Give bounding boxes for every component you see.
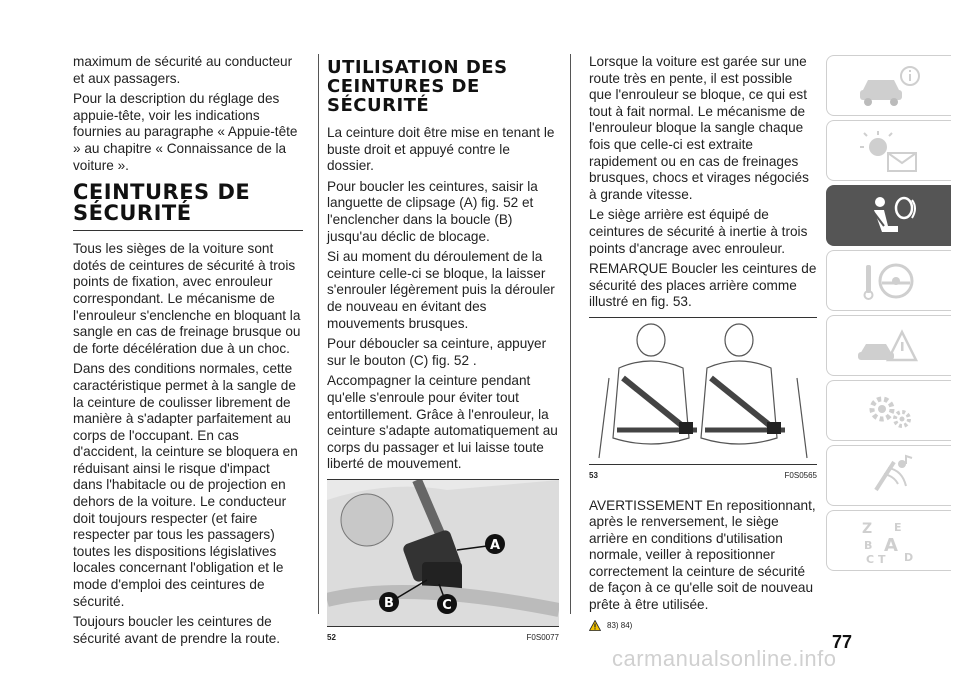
tab-safety[interactable] xyxy=(826,185,951,246)
emergency-car-icon xyxy=(854,322,924,370)
index-letter-e: E xyxy=(894,520,902,534)
col3-paragraph-2: Le siège arrière est équipé de ceintures de sécurité à inertie à trois points d'ancrage avec enrouleur. xyxy=(589,207,808,256)
column-2 xyxy=(327,54,559,649)
ceintures-paragraph-3: Toujours boucler les ceintures de sécurité avant de prendre la route. xyxy=(73,614,281,646)
section-heading-ceintures: CEINTURES DE SÉCURITÉ xyxy=(73,182,303,231)
ceintures-paragraph-1: Tous les sièges de la voiture sont dotés de ceintures de sécurité à trois points de fixation, avec enrouleur correspondant. Le mécanisme de l'enrouleur s'enclenche en bloquant la sangle en cas de freinage brusque ou de forte décélération due à un choc. xyxy=(73,241,301,356)
multimedia-icon xyxy=(854,452,924,500)
callout-c-label: C xyxy=(442,597,452,613)
col3-paragraph-1: Lorsque la voiture est garée sur une route très en pente, il est possible que l'enrouleur se bloque, ce qui est tout à fait normal. Le mécanisme de l'enrouleur bloque la sangle chaque fois que celle-ci est extraite rapidement ou en cas de freinages brusques, chocs et virages négociés à grande vitesse. xyxy=(589,54,809,202)
index-letter-a: A xyxy=(884,534,898,556)
index-letter-c: C xyxy=(866,552,875,565)
safety-seat-airbag-icon xyxy=(854,192,924,240)
chapter-tab-sidebar xyxy=(826,55,951,575)
tab-car-info[interactable] xyxy=(826,55,951,116)
watermark: carmanualsonline.info xyxy=(612,646,837,671)
warning-lights-icon xyxy=(854,127,924,175)
index-letter-b: B xyxy=(864,538,873,552)
intro-paragraph-2: Pour la description du réglage des appuie-tête, voir les indications fournies au paragraphe « Appuie-tête » au chapitre « Connaissance de la voiture ». xyxy=(73,91,298,173)
seatbelt-buckle-illustration xyxy=(327,480,559,626)
rear-seatbelts-illustration xyxy=(589,318,817,464)
maintenance-gears-icon xyxy=(854,387,924,435)
figure-53-caption xyxy=(589,465,817,488)
index-letters-icon xyxy=(854,517,924,565)
column-1 xyxy=(73,54,303,651)
tab-emergency[interactable] xyxy=(826,315,951,376)
figure-52-code: F0S0077 xyxy=(526,632,559,642)
figure-52-number: 52 xyxy=(327,632,336,642)
utilisation-paragraph-2: Pour boucler les ceintures, saisir la languette de clipsage (A) fig. 52 et l'enclencher dans la boucle (B) jusqu'au déclic de blocage. xyxy=(327,178,538,244)
car-info-icon xyxy=(854,62,924,110)
figure-53-number: 53 xyxy=(589,470,598,480)
figure-52-caption xyxy=(327,627,559,650)
column-divider-2 xyxy=(570,54,571,614)
warning-triangle-icon xyxy=(589,620,601,631)
col3-paragraph-3: REMARQUE Boucler les ceintures de sécurité des places arrière comme illustré en fig. 53. xyxy=(589,261,817,310)
callout-a-label: A xyxy=(489,537,501,553)
col3-warning-paragraph: AVERTISSEMENT En repositionnant, après le renversement, le siège arrière en conditions d'utilisation normale, veiller à repositionner correctement la ceinture de sécurité de façon à ce qu'elle soit de nouveau prête à être utilisée. xyxy=(589,497,816,613)
utilisation-paragraph-1: La ceinture doit être mise en tenant le buste droit et appuyé contre le dossier. xyxy=(327,125,555,174)
figure-53 xyxy=(589,317,817,465)
callout-b-label: B xyxy=(384,595,394,611)
tab-maintenance[interactable] xyxy=(826,380,951,441)
figure-52 xyxy=(327,479,559,627)
tab-starting-driving[interactable] xyxy=(826,250,951,311)
figure-53-code: F0S0565 xyxy=(784,470,817,480)
index-letter-d: D xyxy=(904,550,914,564)
warning-refs-text: 83) 84) xyxy=(607,620,633,630)
tab-index[interactable] xyxy=(826,510,951,571)
tab-warning-lights[interactable] xyxy=(826,120,951,181)
section-heading-utilisation: UTILISATION DES CEINTURES DE SÉCURITÉ xyxy=(327,57,508,116)
intro-paragraph-1: maximum de sécurité au conducteur et aux passagers. xyxy=(73,54,293,86)
ceintures-paragraph-2: Dans des conditions normales, cette caractéristique permet à la sangle de la ceinture de coulisser librement de manière à s'adapter parfaitement au corps de l'occupant. En cas d'accident, la ceinture se bloquera en réduisant ainsi le risque d'impact dans l'habitacle ou de projection en dehors de la voiture. Le conducteur doit toujours respecter (et faire respecter par tous les passagers) toutes les dispositions législatives locales concernant l'obligation et le mode d'emploi des ceintures de sécurité. xyxy=(73,361,298,609)
page-number: 77 xyxy=(832,632,853,652)
column-3 xyxy=(589,54,817,634)
index-letter-z: Z xyxy=(862,520,873,537)
utilisation-paragraph-4: Pour déboucler sa ceinture, appuyer sur le bouton (C) fig. 52 . xyxy=(327,336,547,368)
utilisation-paragraph-5: Accompagner la ceinture pendant qu'elle s'enroule pour éviter tout entortillement. Grâce à l'enrouleur, la ceinture s'adapte automatiquement au corps du passager et lui laisse toute liberté de mouvement. xyxy=(327,373,558,472)
utilisation-paragraph-3: Si au moment du déroulement de la ceinture celle-ci se bloque, la laisser s'enrouler légèrement puis la dérouler de nouveau en évitant des mouvements brusques. xyxy=(327,249,555,331)
column-divider xyxy=(318,54,319,614)
warning-references xyxy=(589,618,817,635)
tab-multimedia[interactable] xyxy=(826,445,951,506)
steering-wheel-key-icon xyxy=(854,257,924,305)
index-letter-t: T xyxy=(878,552,886,565)
